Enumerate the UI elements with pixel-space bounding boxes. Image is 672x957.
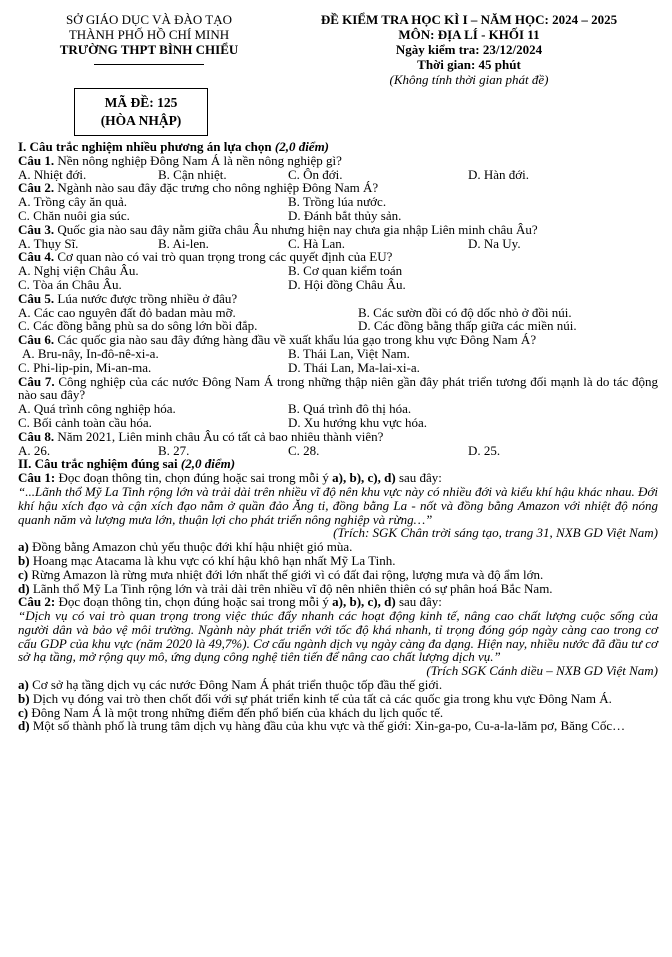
question: Câu 5. Lúa nước được trồng nhiều ở đâu? xyxy=(18,290,238,306)
statement: b) Dịch vụ đóng vai trò then chốt đối với sự phát triển kinh tế của tất cả các quốc gia trong khu vực Đông Nam Á. xyxy=(18,690,612,706)
header-divider xyxy=(94,64,204,65)
options-row xyxy=(18,306,658,320)
exam-time: Thời gian: 45 phút xyxy=(417,57,521,72)
option: D. Xu hướng khu vực hóa. xyxy=(288,414,428,430)
school-name: TRƯỜNG THPT BÌNH CHIỂU xyxy=(59,42,239,57)
question: Câu 4. Cơ quan nào có vai trò quan trọng trong các quyết định của EU? xyxy=(18,249,393,265)
question: Câu 2. Ngành nào sau đây đặc trưng cho nông nghiệp Đông Nam Á? xyxy=(18,180,379,196)
exam-code: MÃ ĐỀ: 125 xyxy=(104,95,178,110)
option: D. 25. xyxy=(468,442,501,458)
reading-passage: “...Lãnh thổ Mỹ La Tinh rộng lớn và trải dài trên nhiều vĩ độ nên khu vực này có nhiều đới và kiểu khí hậu khác nhau. Đới khí hậu xích đạo và cận xích đạo nằm ở quần đảo Ăng ti, đồng bằng La - nốt và đồng bằng Amazon với nhiệt độ nóng quanh năm và lượng mưa lớn, thuận lợi cho phát triển nông nghiệp và rừng…” xyxy=(18,483,658,527)
option: A. Quá trình công nghiệp hóa. xyxy=(18,401,176,417)
option: C. Ôn đới. xyxy=(288,166,343,182)
option: B. Trồng lúa nước. xyxy=(288,194,387,210)
option: A. 26. xyxy=(18,442,51,458)
options-row xyxy=(18,278,658,292)
passage-source: (Trích: SGK Chân trời sáng tạo, trang 31, NXB GD Việt Nam) xyxy=(333,525,658,541)
statement: d) Một số thành phố là trung tâm dịch vụ hàng đầu của khu vực và thế giới: Xin-ga-po, Cu-a-la-lăm pơ, Băng Cốc… xyxy=(18,718,626,734)
option: A. Nghị viện Châu Âu. xyxy=(18,263,139,279)
option: C. Chăn nuôi gia súc. xyxy=(18,207,130,223)
section-1-title: I. Câu trắc nghiệm nhiều phương án lựa chọn (2,0 điểm) xyxy=(18,139,330,154)
options-row xyxy=(18,319,658,333)
option: B. Cận nhiệt. xyxy=(158,166,227,182)
statement: a) Đồng bằng Amazon chủ yếu thuộc đới khí hậu nhiệt gió mùa. xyxy=(18,539,353,555)
options-row xyxy=(18,168,658,182)
options-row xyxy=(18,264,658,278)
option: A. Bru-nây, In-đô-nê-xi-a. xyxy=(22,345,159,361)
exam-code-note: (HÒA NHẬP) xyxy=(100,113,182,128)
question: Câu 7. Công nghiệp của các nước Đông Nam Á trong những thập niên gần đây phát triển tương đối mạnh là do tác động nào sau đây? xyxy=(18,373,658,403)
school-block xyxy=(18,12,280,65)
question: Câu 3. Quốc gia nào sau đây nằm giữa châu Âu nhưng hiện nay chưa gia nhập Liên minh châu Âu? xyxy=(18,221,538,237)
option: B. Cơ quan kiểm toán xyxy=(288,263,403,279)
question: Câu 1: Đọc đoạn thông tin, chọn đúng hoặc sai trong mỗi ý a), b), c), d) sau đây: xyxy=(18,470,442,486)
option: A. Nhiệt đới. xyxy=(18,166,87,182)
exam-code-box xyxy=(74,88,208,136)
options-row xyxy=(18,209,658,223)
question: Câu 6. Các quốc gia nào sau đây đứng hàng đầu về xuất khẩu lúa gạo trong khu vực Đông Nam Á? xyxy=(18,332,537,348)
option: B. Các sườn đồi có độ dốc nhỏ ở đồi núi. xyxy=(358,304,572,320)
statement: d) Lãnh thổ Mỹ La Tinh rộng lớn và trải dài trên nhiều vĩ độ nên nhiên thiên có sự phân hoá Bắc Nam. xyxy=(18,580,553,596)
section-2 xyxy=(18,457,658,733)
exam-title: ĐỀ KIỂM TRA HỌC KÌ I – NĂM HỌC: 2024 – 2025 xyxy=(320,12,618,27)
exam-info-block xyxy=(280,12,658,87)
option: A. Các cao nguyên đất đỏ badan màu mỡ. xyxy=(18,304,236,320)
option: D. Thái Lan, Ma-lai-xi-a. xyxy=(288,359,420,375)
statement: c) Rừng Amazon là rừng mưa nhiệt đới lớn nhất thế giới vì có đất đai rộng, lượng mưa và độ ẩm lớn. xyxy=(18,566,544,582)
option: C. Hà Lan. xyxy=(288,235,346,251)
department-name: SỞ GIÁO DỤC VÀ ĐÀO TẠO xyxy=(66,12,232,27)
exam-subject: MÔN: ĐỊA LÍ - KHỐI 11 xyxy=(398,27,540,42)
option: B. Quá trình đô thị hóa. xyxy=(288,401,412,417)
section-1 xyxy=(18,140,658,457)
option: B. 27. xyxy=(158,442,190,458)
statement: b) Hoang mạc Atacama là khu vực có khí hậu khô hạn nhất Mỹ La Tinh. xyxy=(18,552,396,568)
options-row xyxy=(18,237,658,251)
option: C. Các đồng bằng phù sa do sông lớn bồi đắp. xyxy=(18,318,258,334)
option: B. Thái Lan, Việt Nam. xyxy=(288,345,410,361)
options-row xyxy=(18,444,658,458)
option: A. Trồng cây ăn quả. xyxy=(18,194,128,210)
question: Câu 2: Đọc đoạn thông tin, chọn đúng hoặc sai trong mỗi ý a), b), c), d) sau đây: xyxy=(18,594,442,610)
options-row xyxy=(18,402,658,416)
city-name: THÀNH PHỐ HỒ CHÍ MINH xyxy=(68,27,230,42)
option: C. Phi-lip-pin, Mi-an-ma. xyxy=(18,359,152,375)
option: D. Các đồng bằng thấp giữa các miền núi. xyxy=(358,318,577,334)
exam-page xyxy=(18,8,658,733)
options-row xyxy=(18,195,658,209)
question: Câu 1. Nền nông nghiệp Đông Nam Á là nền nông nghiệp gì? xyxy=(18,152,342,168)
option: C. 28. xyxy=(288,442,320,458)
option: D. Hàn đới. xyxy=(468,166,530,182)
option: D. Hội đồng Châu Âu. xyxy=(288,276,406,292)
options-row xyxy=(18,416,658,430)
option: D. Na Uy. xyxy=(468,235,521,251)
question: Câu 8. Năm 2021, Liên minh châu Âu có tất cả bao nhiêu thành viên? xyxy=(18,428,384,444)
section-2-title: II. Câu trắc nghiệm đúng sai (2,0 điểm) xyxy=(18,456,236,472)
option: B. Ai-len. xyxy=(158,235,209,251)
option: D. Đánh bắt thủy sản. xyxy=(288,207,402,223)
option: C. Bối cảnh toàn cầu hóa. xyxy=(18,414,152,430)
exam-date: Ngày kiểm tra: 23/12/2024 xyxy=(395,42,543,57)
exam-time-note: (Không tính thời gian phát đề) xyxy=(389,72,549,87)
statement: c) Đông Nam Á là một trong những điểm đến phổ biến của khách du lịch quốc tế. xyxy=(18,704,444,720)
options-row xyxy=(18,347,658,361)
options-row xyxy=(18,361,658,375)
reading-passage: “Dịch vụ có vai trò quan trọng trong việc thúc đẩy nhanh các hoạt động kinh tế, nâng cao chất lượng cuộc sống của người dân và bảo vệ môi trường. Ngành này phát triển với tốc độ khá nhanh, tỉ trọng đóng góp ngày càng cao trong cơ cấu GDP của khu vực (năm 2020 là 49,7%). Cơ cấu ngành dịch vụ ngày càng đa dạng. Hiện nay, nhiều nước đã đầu tư cơ sở hạ tầng, mở rộng quy mô, ứng dụng công nghệ tiên tiến để nâng cao chất lượng dịch vụ.” xyxy=(18,608,658,665)
exam-header xyxy=(18,8,658,148)
passage-source: (Trích SGK Cánh diều – NXB GD Việt Nam) xyxy=(426,663,658,679)
option: C. Tòa án Châu Âu. xyxy=(18,276,122,292)
option: A. Thụy Sĩ. xyxy=(18,235,79,251)
statement: a) Cơ sở hạ tầng dịch vụ các nước Đông Nam Á phát triển thuộc tốp đầu thế giới. xyxy=(18,677,443,693)
